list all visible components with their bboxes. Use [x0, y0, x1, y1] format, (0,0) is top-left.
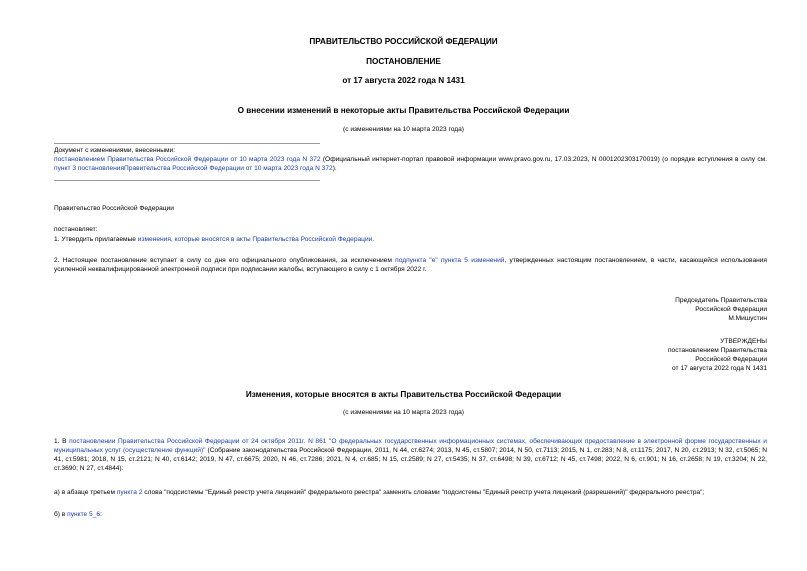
p1-end: . [372, 236, 375, 243]
approved-line-4: от 17 августа 2022 года N 1431 [672, 364, 767, 372]
divider-top [54, 143, 320, 144]
date-number-heading: от 17 августа 2022 года N 1431 [342, 76, 465, 85]
subpoint-e-link[interactable]: подпункта "е" пункта 5 изменений [395, 257, 505, 264]
paragraph-1 [54, 236, 767, 245]
approved-line-2: постановлением Правительства [667, 346, 767, 354]
signature-block [675, 297, 767, 324]
signature-line-1: Председатель Правительства [675, 297, 767, 304]
section2-title: Изменения, которые вносятся в акты Правительства Российской Федерации [245, 390, 562, 399]
paragraph-2 [54, 257, 767, 275]
changes-intro: Документ с изменениями, внесенными: [54, 147, 176, 154]
item1-start: 1. В [54, 438, 70, 445]
subitem-b [54, 511, 767, 520]
decides-line: постановляет: [54, 226, 98, 233]
government-line: Правительство Российской Федерации [54, 205, 174, 212]
item1-end: (Собрание законодательства Российской Федерации, 2011, N 44, ст.6274; 2013, N 45, ст.5807; 2014, N 50, ст.7113; 2015, N 1, ст.283; N 8, ст.1175; 2017, N 20, ст.2913; N 32, ст.5065; N 41, ст.5981; 2018, N 15, ст.2121; N 40, ст.6142; 2019, N 47, ст.6675; 2020, N 46, ст.7286; 2021, N 4, ст.685; N 15, ст.2589; N 27, ст.5435; N 37, ст.6498; N 39, ст.6712; N 45, ст.7498; 2022, N 6, ст.901; N 16, ст.2658; N 19, ст.3204; N 22, ст.3690; N 27, ст.4844): [54, 446, 767, 472]
changes-text-2: ). [332, 164, 337, 172]
changes-annex-link[interactable]: изменения, которые вносятся в акты Правительства Российской Федерации [137, 236, 373, 243]
point-5-6-link[interactable]: пункте 5_6 [67, 511, 101, 518]
item-1 [54, 438, 767, 474]
government-heading: ПРАВИТЕЛЬСТВО РОССИЙСКОЙ ФЕДЕРАЦИИ [309, 37, 498, 46]
amending-decree-link[interactable]: постановлением Правительства Российской Федерации от 10 марта 2023 года N 372 [54, 156, 321, 163]
changes-text-1: (Официальный интернет-портал правовой информации www.pravo.gov.ru, 17.03.2023, N 0001202303170019) (о порядке вступления в силу см. [320, 156, 767, 163]
subitem-b-end: : [100, 511, 102, 518]
subitem-b-start: б) в [54, 511, 68, 518]
point-2-link[interactable]: пункта 2 [116, 489, 143, 496]
subitem-a-start: а) в абзаце третьем [54, 489, 117, 496]
entry-into-force-link[interactable]: пункт 3 постановленияПравительства Российской Федерации от 10 марта 2023 года N 372 [54, 164, 333, 172]
changes-paragraph [54, 156, 767, 174]
divider-bottom [54, 180, 320, 181]
decree-861-link[interactable]: постановлении Правительства Российской Федерации от 24 октября 2011г. N 861 "О федеральных государственных информационных системах, обеспечивающих предоставление в электронной форме государственных и муниципальных услуг (осуществление функций)" [54, 438, 767, 454]
doc-type-heading: ПОСТАНОВЛЕНИЕ [366, 57, 441, 66]
document-title: О внесении изменений в некоторые акты Правительства Российской Федерации [237, 106, 570, 115]
p2-start: 2. Настоящее постановление вступает в силу со дня его официального опубликования, за исключением [54, 257, 396, 264]
signature-line-2: Российской Федерации [695, 305, 767, 313]
amended-note: (с изменениями на 10 марта 2023 года) [343, 126, 464, 133]
signature-line-3: М.Мишустин [728, 314, 767, 322]
approved-block [668, 338, 767, 374]
section2-amended-note: (с изменениями на 10 марта 2023 года) [343, 409, 464, 416]
approved-line-3: Российской Федерации [695, 355, 767, 363]
p2-end: , утвержденных настоящим постановлением, в части, касающейся использования усиленной неквалифицированной электронной подписи при подписании жалобы, вступающего в силу с 1 октября 2022 г. [54, 257, 768, 273]
subitem-a [54, 489, 767, 498]
subitem-a-end: слова "подсистемы "Единый реестр учета лицензий" федерального реестра" заменить словами "подсистемы "Единый реестр учета лицензий (разрешений)" федерального реестра"; [142, 489, 705, 496]
approved-line-1: УТВЕРЖДЕНЫ [720, 338, 767, 345]
p1-start: 1. Утвердить прилагаемые [54, 236, 138, 243]
